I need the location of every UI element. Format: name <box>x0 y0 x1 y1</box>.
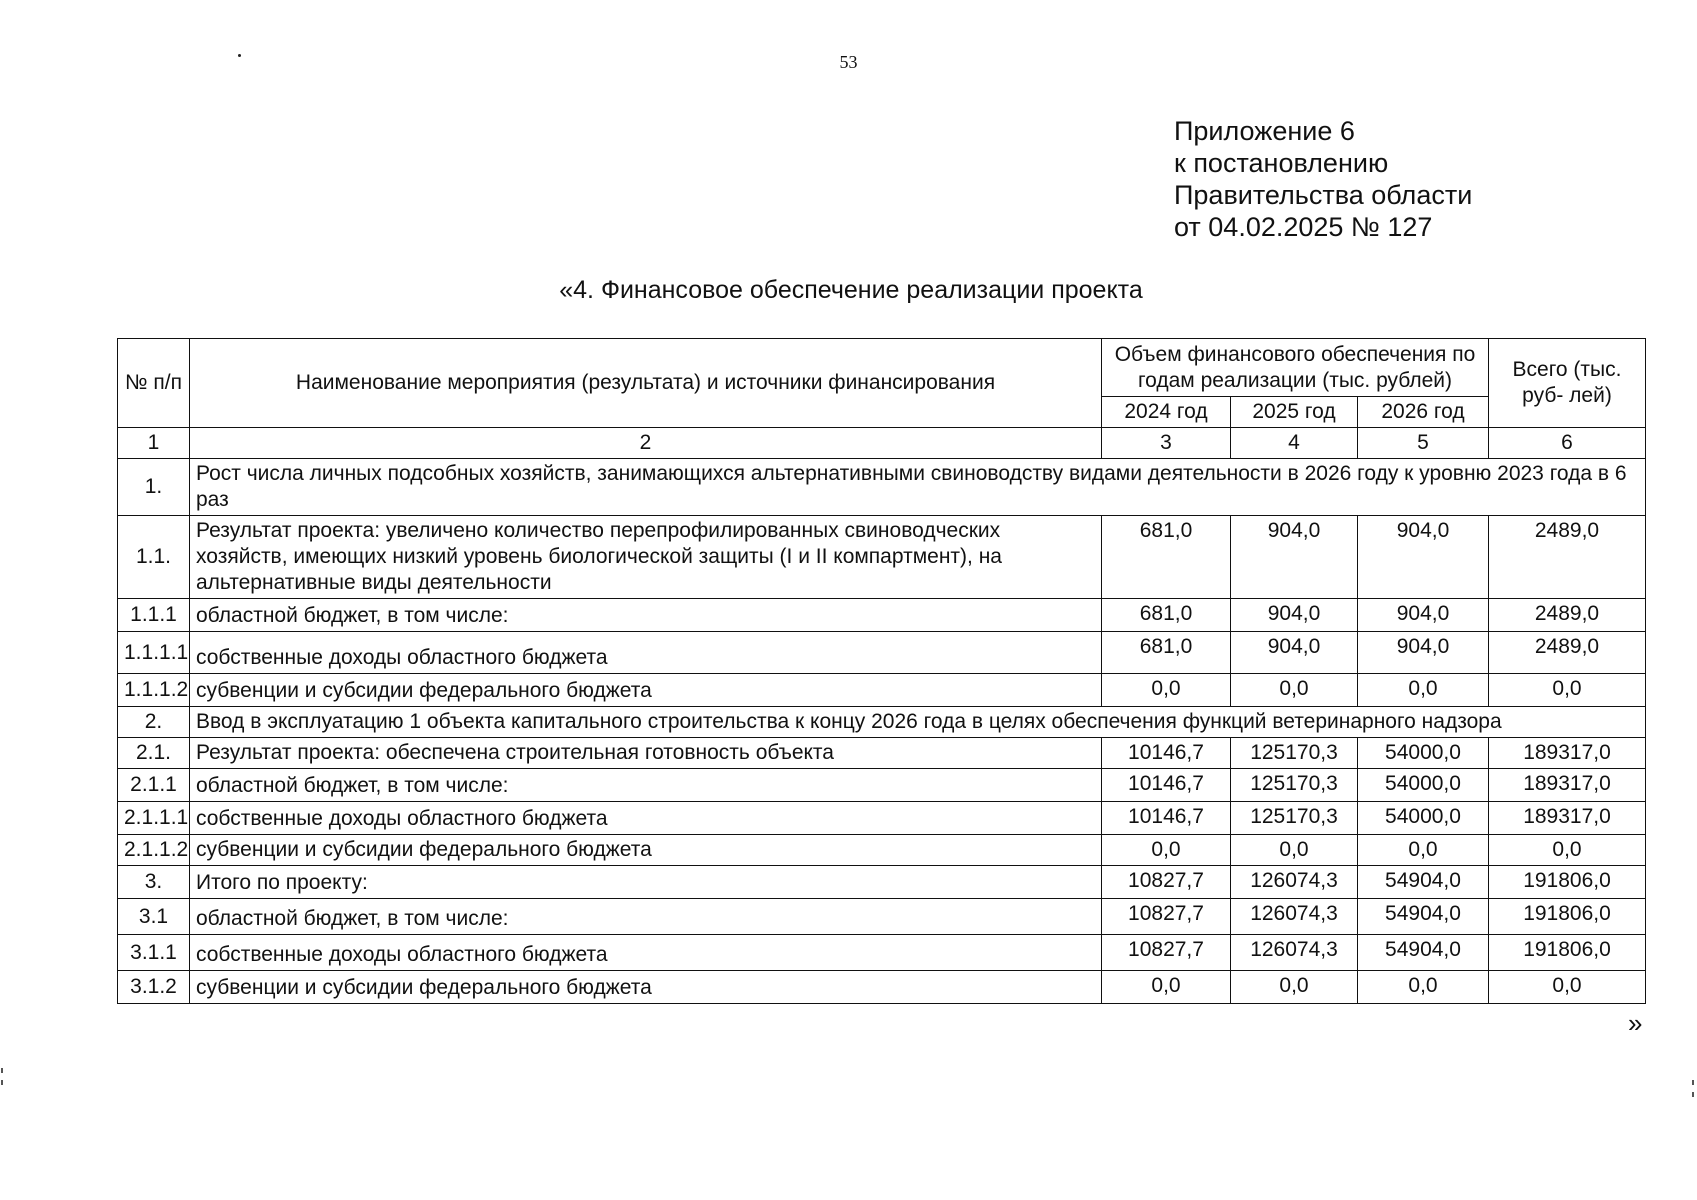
value-2024: 0,0 <box>1102 674 1231 707</box>
value-2024: 10827,7 <box>1102 899 1231 935</box>
value-2026: 0,0 <box>1358 674 1489 707</box>
row-text: областной бюджет, в том числе: <box>190 769 1102 802</box>
value-2025: 904,0 <box>1231 599 1358 632</box>
row-number: 3.1.1 <box>118 935 190 971</box>
value-2025: 904,0 <box>1231 516 1358 599</box>
value-2026: 54000,0 <box>1358 769 1489 802</box>
value-total: 2489,0 <box>1489 516 1646 599</box>
value-total: 0,0 <box>1489 835 1646 866</box>
table-row <box>118 707 1646 738</box>
row-text: Ввод в эксплуатацию 1 объекта капитального строительства к концу 2026 года в целях обеспечения функций ветеринарного надзора <box>190 707 1646 738</box>
value-2025: 0,0 <box>1231 674 1358 707</box>
value-total: 189317,0 <box>1489 738 1646 769</box>
row-number: 3.1.2 <box>118 971 190 1004</box>
col-number-4: 4 <box>1231 428 1358 459</box>
value-2025: 904,0 <box>1231 632 1358 674</box>
table-row <box>118 632 1646 674</box>
value-total: 189317,0 <box>1489 802 1646 835</box>
value-2025: 125170,3 <box>1231 802 1358 835</box>
value-2026: 0,0 <box>1358 971 1489 1004</box>
scan-edge-mark <box>1692 1080 1694 1085</box>
appendix-line-1: Приложение 6 <box>1174 116 1355 146</box>
table-row <box>118 674 1646 707</box>
value-2024: 681,0 <box>1102 516 1231 599</box>
header-num: № п/п <box>118 339 190 428</box>
value-2025: 126074,3 <box>1231 935 1358 971</box>
value-total: 0,0 <box>1489 674 1646 707</box>
row-number: 3.1 <box>118 899 190 935</box>
row-text: собственные доходы областного бюджета <box>190 632 1102 674</box>
financing-table <box>117 338 1646 1004</box>
value-total: 189317,0 <box>1489 769 1646 802</box>
col-number-2: 2 <box>190 428 1102 459</box>
value-2026: 54904,0 <box>1358 935 1489 971</box>
row-text: Результат проекта: обеспечена строительная готовность объекта <box>190 738 1102 769</box>
row-number: 1.1.1.1 <box>118 632 190 674</box>
header-volume: Объем финансового обеспечения по годам реализации (тыс. рублей) <box>1102 339 1489 397</box>
table-row <box>118 516 1646 599</box>
appendix-line-3: Правительства области <box>1174 180 1473 210</box>
value-2024: 10146,7 <box>1102 738 1231 769</box>
row-text: областной бюджет, в том числе: <box>190 899 1102 935</box>
table-row <box>118 802 1646 835</box>
row-text: субвенции и субсидии федерального бюджета <box>190 674 1102 707</box>
row-number: 1.1. <box>118 516 190 599</box>
value-2025: 0,0 <box>1231 971 1358 1004</box>
header-name: Наименование мероприятия (результата) и источники финансирования <box>190 339 1102 428</box>
value-2026: 54000,0 <box>1358 802 1489 835</box>
value-2024: 0,0 <box>1102 971 1231 1004</box>
value-2024: 0,0 <box>1102 835 1231 866</box>
value-2025: 125170,3 <box>1231 769 1358 802</box>
value-total: 2489,0 <box>1489 632 1646 674</box>
scan-dot <box>238 54 241 57</box>
closing-quote: » <box>1628 1008 1643 1038</box>
row-number: 2.1.1.2 <box>118 835 190 866</box>
value-2024: 10146,7 <box>1102 769 1231 802</box>
value-2026: 904,0 <box>1358 632 1489 674</box>
value-2024: 10827,7 <box>1102 935 1231 971</box>
value-total: 191806,0 <box>1489 899 1646 935</box>
col-number-3: 3 <box>1102 428 1231 459</box>
row-text: Результат проекта: увеличено количество перепрофилированных свиноводческих хозяйств, имеющих низкий уровень биологической защиты (I и II компартмент), на альтернативные виды деятельности <box>190 516 1102 599</box>
scan-edge-mark <box>1 1068 3 1073</box>
row-number: 2.1.1 <box>118 769 190 802</box>
value-2026: 54904,0 <box>1358 899 1489 935</box>
value-total: 0,0 <box>1489 971 1646 1004</box>
value-total: 191806,0 <box>1489 866 1646 899</box>
table-row <box>118 866 1646 899</box>
table-row <box>118 769 1646 802</box>
table-row <box>118 835 1646 866</box>
header-row-1 <box>118 339 1646 397</box>
value-2026: 54904,0 <box>1358 866 1489 899</box>
col-number-6: 6 <box>1489 428 1646 459</box>
table-row <box>118 935 1646 971</box>
row-text: Итого по проекту: <box>190 866 1102 899</box>
value-2025: 126074,3 <box>1231 899 1358 935</box>
col-number-1: 1 <box>118 428 190 459</box>
header-year-2025: 2025 год <box>1231 397 1358 428</box>
page-number: 53 <box>839 52 858 72</box>
appendix-line-4: от 04.02.2025 № 127 <box>1174 212 1433 242</box>
row-number: 1.1.1 <box>118 599 190 632</box>
row-number: 2.1. <box>118 738 190 769</box>
document-title: «4. Финансовое обеспечение реализации проекта <box>559 276 1143 304</box>
header-total: Всего (тыс. руб- лей) <box>1489 339 1646 428</box>
row-number: 3. <box>118 866 190 899</box>
value-total: 191806,0 <box>1489 935 1646 971</box>
table-row <box>118 599 1646 632</box>
row-number: 1. <box>118 459 190 516</box>
table-row <box>118 738 1646 769</box>
appendix-block <box>1174 115 1472 243</box>
row-text: собственные доходы областного бюджета <box>190 802 1102 835</box>
scan-edge-mark <box>1692 1092 1694 1097</box>
row-text: субвенции и субсидии федерального бюджета <box>190 835 1102 866</box>
col-number-5: 5 <box>1358 428 1489 459</box>
header-year-2024: 2024 год <box>1102 397 1231 428</box>
row-text: собственные доходы областного бюджета <box>190 935 1102 971</box>
row-number: 2.1.1.1 <box>118 802 190 835</box>
row-text: Рост числа личных подсобных хозяйств, занимающихся альтернативными свиноводству видами деятельности в 2026 году к уровню 2023 года в 6 раз <box>190 459 1646 516</box>
value-2026: 54000,0 <box>1358 738 1489 769</box>
value-total: 2489,0 <box>1489 599 1646 632</box>
row-text: областной бюджет, в том числе: <box>190 599 1102 632</box>
value-2024: 10146,7 <box>1102 802 1231 835</box>
value-2024: 10827,7 <box>1102 866 1231 899</box>
table-body <box>118 339 1646 1004</box>
value-2025: 0,0 <box>1231 835 1358 866</box>
table-row <box>118 971 1646 1004</box>
value-2026: 904,0 <box>1358 516 1489 599</box>
scan-edge-mark <box>1 1080 3 1085</box>
table-row <box>118 459 1646 516</box>
value-2025: 125170,3 <box>1231 738 1358 769</box>
header-year-2026: 2026 год <box>1358 397 1489 428</box>
value-2024: 681,0 <box>1102 599 1231 632</box>
row-number: 2. <box>118 707 190 738</box>
column-number-row <box>118 428 1646 459</box>
value-2026: 0,0 <box>1358 835 1489 866</box>
value-2026: 904,0 <box>1358 599 1489 632</box>
row-text: субвенции и субсидии федерального бюджета <box>190 971 1102 1004</box>
value-2024: 681,0 <box>1102 632 1231 674</box>
row-number: 1.1.1.2 <box>118 674 190 707</box>
value-2025: 126074,3 <box>1231 866 1358 899</box>
table-row <box>118 899 1646 935</box>
appendix-line-2: к постановлению <box>1174 148 1389 178</box>
